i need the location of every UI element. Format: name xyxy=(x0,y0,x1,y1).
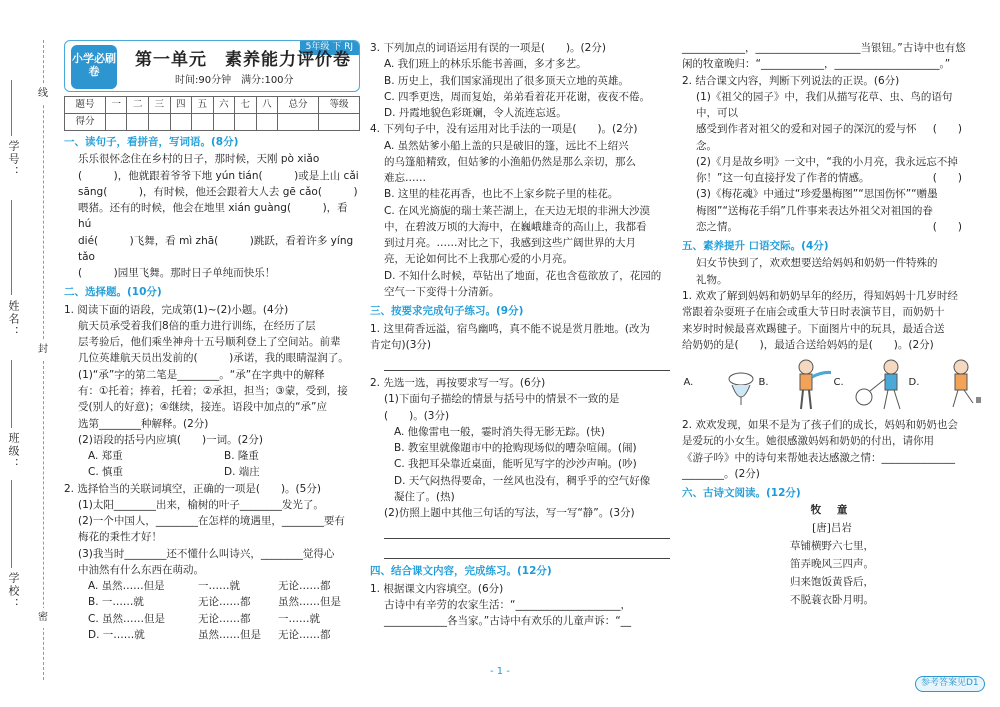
question-2-2[interactable]: 2. 选择恰当的关联词填空，正确的一项是( )。(5分) xyxy=(64,482,321,495)
section-1-passage[interactable] xyxy=(64,151,360,281)
score-header-cell: 总分 xyxy=(278,97,319,114)
option-item: D. 端庄 xyxy=(224,466,260,479)
column-1 xyxy=(64,40,360,643)
score-cell[interactable] xyxy=(170,114,192,131)
score-header-cell: 一 xyxy=(105,97,127,114)
figure-label: B. xyxy=(758,377,769,389)
option-part: 一……就 xyxy=(198,580,240,593)
options-3-2-1[interactable] xyxy=(370,424,670,505)
judgement-line xyxy=(696,121,982,154)
page-title: 第一单元 素养能力评价卷 xyxy=(135,50,351,70)
score-header-cell: 七 xyxy=(235,97,257,114)
label-name: 姓名： xyxy=(7,300,20,339)
passage-line: 喂猪。还有的时候，他会在地里 xián guàng( )，看 hú xyxy=(78,202,348,231)
judgement-text: 感受到作者对祖父的爱和对园子的深沉的爱与怀念。 xyxy=(696,123,917,152)
judgement-text: (2)《月是故乡明》一文中，“我的小月亮，我永远忘不掉 xyxy=(696,155,958,168)
option-item: D. 丹霞地貌色彩斑斓，令人流连忘返。 xyxy=(384,107,567,120)
question-3-2: 2. 先选一选，再按要求写一写。(6分) xyxy=(370,377,546,390)
judgement-bracket[interactable]: ( ) xyxy=(932,220,962,233)
exam-meta: 时间:90分钟 满分:100分 xyxy=(175,75,294,86)
question-line: 选第________种解释。(2分) xyxy=(78,417,209,430)
question-line: (1)下面句子描绘的情景与括号中的情景不一致的是 xyxy=(384,393,620,406)
poem-fill-blanks[interactable] xyxy=(370,597,670,630)
passage-line: 航天员承受着我们8倍的重力进行训练，在经历了层 xyxy=(78,319,316,332)
question-5-1[interactable] xyxy=(682,288,982,353)
question-line: 常跟着杂耍班子在庙会或重大节日时表演节目，而奶奶十 xyxy=(682,306,945,319)
option-item: A. 郑重 xyxy=(88,450,123,463)
score-input-row[interactable] xyxy=(65,114,360,131)
judgement-bracket[interactable] xyxy=(962,203,982,219)
section-4-title: 四、结合课文内容，完成练习。(12分) xyxy=(370,565,552,578)
score-header-cell: 八 xyxy=(256,97,278,114)
question-2-1-2[interactable]: (2)语段的括号内应填( )一词。(2分) xyxy=(78,433,263,446)
question-2-3[interactable]: 3. 下列加点的词语运用有误的一项是( )。(2分) xyxy=(370,42,606,54)
passage-line: 乐乐很怀念住在乡村的日子，那时候，天刚 pò xiǎo xyxy=(78,153,320,166)
option-line: 空气一下变得十分清新。 xyxy=(384,285,500,298)
option-line: 凝住了。(热) xyxy=(394,490,455,503)
question-line: ________。(2分) xyxy=(682,467,760,480)
question-line: 是爱玩的小女生。她很感激妈妈和奶奶的付出，请你用 xyxy=(682,435,934,448)
grade-badge: 5年级 下 RJ xyxy=(300,41,359,55)
question-line: 来岁时时候最喜欢踢毽子。下面图片中的玩具，最适合送 xyxy=(682,322,945,335)
binding-margin xyxy=(0,0,58,707)
judgement-text: 你！”这一句直接抒发了作者的情感。 xyxy=(696,172,870,185)
toy-illustration-icon xyxy=(921,357,981,418)
judgement-text: 恋之情。 xyxy=(696,220,738,233)
question-4-1: 1. 根据课文内容填空。(6分) xyxy=(370,582,504,595)
line-school[interactable] xyxy=(11,480,12,568)
blank-line: 梅花的秉性才好！ xyxy=(78,531,162,544)
option-row[interactable] xyxy=(64,578,360,594)
score-cell[interactable] xyxy=(256,114,278,131)
question-line: 1. 欢欢了解到妈妈和奶奶早年的经历，得知妈妈十几岁时经 xyxy=(682,289,958,302)
mark-seal: 封 xyxy=(38,340,48,360)
poem-line: 不脱蓑衣卧月明。 xyxy=(790,593,874,606)
figure-label: C. xyxy=(833,377,844,389)
column-3 xyxy=(682,40,982,609)
blank-line: 闲的牧童晚归：“____________，____________________。” xyxy=(682,58,951,71)
score-cell[interactable] xyxy=(235,114,257,131)
reading-passage xyxy=(64,318,360,367)
score-header-cell: 等级 xyxy=(319,97,360,114)
score-row-label: 得分 xyxy=(65,114,106,131)
answer-line-3-2-2a[interactable] xyxy=(384,523,670,539)
blank-line: ____________各当家。”古诗中有欢乐的儿童声诉：“__ xyxy=(384,615,632,628)
mark-line: 线 xyxy=(38,84,48,104)
option-line: A. 他像雷电一般，霎时消失得无影无踪。(快) xyxy=(394,425,605,438)
mark-secret: 密 xyxy=(38,608,48,628)
option-part: 无论……都 xyxy=(278,580,331,593)
label-school: 学校： xyxy=(7,572,20,611)
question-2-4[interactable]: 4. 下列句子中，没有运用对比手法的一项是( )。(2分) xyxy=(370,123,638,136)
blank-line: ____________，____________________当银钮。”古诗中也有悠 xyxy=(682,42,966,54)
judgement-line xyxy=(696,154,982,170)
toy-figure xyxy=(759,357,831,413)
poem xyxy=(682,502,982,609)
question-line: 肯定句)(3分) xyxy=(370,338,431,351)
score-header-cell: 三 xyxy=(148,97,170,114)
passage-line: 层考验后，他们乘坐神舟十五号顺利登上了空间站。前辈 xyxy=(78,336,341,349)
option-part: B. 一……就 xyxy=(88,596,144,609)
toy-figure xyxy=(909,357,981,413)
score-cell[interactable] xyxy=(192,114,214,131)
passage-line: 几位英雄航天员出发前的( )承诺，我的眼睛湿润了。 xyxy=(78,352,349,365)
options-2-4[interactable] xyxy=(370,138,670,301)
poem-author: [唐]吕岩 xyxy=(812,522,852,535)
poem-title: 牧 童 xyxy=(810,504,854,517)
poem-line: 笛弄晚风三四声。 xyxy=(790,557,874,570)
section-2-title: 二、选择题。(10分) xyxy=(64,286,162,299)
poem-lines xyxy=(682,538,982,609)
judgement-bracket[interactable]: ( ) xyxy=(932,172,962,185)
passage-line: ( )，他就跟着爷爷下地 yún tián( )或是上山 cǎi xyxy=(78,169,359,182)
option-line: A. 虽然姑爹小船上盖的只是破旧的篷，远比不上绍兴 xyxy=(384,139,629,152)
blank-line: (2)一个中国人，________在怎样的境遇里，________要有 xyxy=(78,515,345,528)
option-item: B. 隆重 xyxy=(224,450,259,463)
option-row[interactable] xyxy=(64,627,360,643)
blank-line: 古诗中有辛劳的农家生活：“____________________， xyxy=(384,598,631,611)
blank-line: 中油然有什么东西在萌动。 xyxy=(78,563,204,576)
option-part: 无论……都 xyxy=(198,596,251,609)
question-2-1-1[interactable] xyxy=(64,367,360,432)
question-line: 1. 这里荷香远溢，宿鸟幽鸣，真不能不说是赏月胜地。(改为 xyxy=(370,322,650,335)
figure-label: D. xyxy=(908,377,920,389)
score-cell[interactable] xyxy=(105,114,127,131)
passage-line: ( )园里飞舞。那时日子单纯而快乐！ xyxy=(78,267,276,280)
exam-header xyxy=(64,40,360,92)
judgement-bracket[interactable] xyxy=(962,186,982,202)
option-line: B. 这里的桂花再香，也比不上家乡院子里的桂花。 xyxy=(384,188,619,201)
judgement-line xyxy=(696,186,982,202)
option-row[interactable] xyxy=(64,594,360,610)
score-header-cell: 五 xyxy=(192,97,214,114)
judgement-bracket[interactable] xyxy=(962,89,982,122)
poem-line: 归来饱饭黄昏后， xyxy=(790,575,874,588)
section-6-title: 六、古诗文阅读。(12分) xyxy=(682,487,801,500)
score-table xyxy=(64,96,360,131)
question-3-2-2: (2)仿照上题中其他三句话的写法，写一写“静”。(3分) xyxy=(384,507,635,520)
option-part: 无论……都 xyxy=(278,628,331,641)
judgement-line xyxy=(696,89,982,122)
line-name[interactable] xyxy=(11,200,12,295)
option-line: C. 在风光旖旎的瑞士莱芒湖上，在天边无垠的非洲大沙漠 xyxy=(384,204,651,217)
question-line: 有：①托着；捧着，托着；②承担，担当；③蒙，受到，接 xyxy=(78,384,348,397)
score-cell[interactable] xyxy=(148,114,170,131)
question-4-2: 2. 结合课文内容，判断下列说法的正误。(6分) xyxy=(682,74,900,87)
column-2 xyxy=(370,40,670,630)
line-class[interactable] xyxy=(11,360,12,428)
score-header-cell: 二 xyxy=(127,97,149,114)
toy-figure xyxy=(684,357,756,413)
line-student-no[interactable] xyxy=(11,80,12,136)
options-2-3[interactable] xyxy=(370,56,670,121)
true-false-items[interactable] xyxy=(682,89,982,235)
option-part: D. 一……就 xyxy=(88,628,145,641)
brand-logo: 小学必刷卷 xyxy=(71,45,117,89)
options-2-2[interactable] xyxy=(64,578,360,643)
answer-line-3-2-2b[interactable] xyxy=(384,543,670,559)
option-line: D. 天气闷热得要命，一丝风也没有，稠乎乎的空气好像 xyxy=(394,474,651,487)
question-line: 给奶奶的是( )，最适合送给妈妈的是( )。(2分) xyxy=(682,338,934,351)
judgement-line xyxy=(696,203,982,219)
score-header-cell: 四 xyxy=(170,97,192,114)
figure-label: A. xyxy=(683,377,694,389)
question-2-2-blanks[interactable] xyxy=(64,497,360,578)
option-line: B. 教室里就像題市中的抢购现场似的嘈杂喧闹。(闹) xyxy=(394,442,637,455)
option-item: B. 历史上，我们国家涌现出了很多顶天立地的英雄。 xyxy=(384,74,629,87)
section-5-intro xyxy=(682,255,982,288)
option-line: D. 不知什么时候，草钻出了地面，花也含苞欲放了，花园的 xyxy=(384,269,662,282)
judgement-text: 梅图”“送梅花手绢”几件事来表达外祖父对祖国的眷 xyxy=(696,204,933,217)
judgement-text: (1)《祖父的园子》中，我们从描写花草、虫、鸟的语句中，可以 xyxy=(696,90,953,120)
blank-line: (3)我当时________还不懂什么叫诗兴，________觉得心 xyxy=(78,547,335,560)
section-1-title: 一、读句子，看拼音，写词语。(8分) xyxy=(64,136,239,148)
score-cell[interactable] xyxy=(213,114,235,131)
label-class: 班级： xyxy=(7,432,20,471)
cut-line xyxy=(43,40,44,680)
question-line: 《游子吟》中的诗句来帮她表达感激之情：______________ xyxy=(682,451,955,464)
question-line: 受(别人的好意)；④继续，接连。语段中加点的“承”应 xyxy=(78,401,327,414)
section-5-title: 五、素养提升 口语交际。(4分) xyxy=(682,240,829,253)
option-part: 一……就 xyxy=(278,612,320,625)
poem-line: 草铺横野六七里， xyxy=(790,540,874,553)
judgement-text: (3)《梅花魂》中通过“珍爱墨梅图”“思国伤怀”“赠墨 xyxy=(696,188,938,201)
section-3-title: 三、按要求完成句子练习。(9分) xyxy=(370,305,524,318)
score-header-row xyxy=(65,97,360,114)
option-row[interactable] xyxy=(64,611,360,627)
question-line: ( )。(3分) xyxy=(384,409,450,422)
option-part: 虽然……但是 xyxy=(278,596,341,609)
score-cell[interactable] xyxy=(127,114,149,131)
answer-key-tag[interactable]: 参考答案见D1 xyxy=(915,676,985,692)
judgement-bracket[interactable]: ( ) xyxy=(932,123,962,136)
score-header-cell: 六 xyxy=(213,97,235,114)
toy-images xyxy=(682,357,982,413)
option-item: C. 四季更迭，周而复始，弟弟看着花开花谢，夜夜不倦。 xyxy=(384,90,651,103)
toy-illustration-icon xyxy=(696,357,756,418)
passage-line: sāng( )，有时候，他还会跟着大人去 gē cǎo( ) xyxy=(78,185,358,198)
toy-illustration-icon xyxy=(846,357,906,418)
option-line: 到过月亮。……对比之下，我感到这些广阔世界的大月 xyxy=(384,237,636,250)
label-student-no: 学号： xyxy=(7,140,20,179)
question-line: 2. 欢欢发现，如果不是为了孩子们的成长，妈妈和奶奶也会 xyxy=(682,419,958,432)
answer-line-3-1[interactable] xyxy=(384,355,670,371)
options-2-1-2[interactable] xyxy=(64,448,360,481)
question-3-2-1[interactable] xyxy=(370,391,670,424)
question-3-1 xyxy=(370,321,670,354)
option-part: 无论……都 xyxy=(198,612,251,625)
option-line: 难忘…… xyxy=(384,172,426,185)
score-cell[interactable] xyxy=(319,114,360,131)
passage-line: dié( )飞舞，看 mì zhā( )跳跃，看着许多 yíng tǎo xyxy=(78,234,354,263)
option-item: A. 我们班上的林乐乐能书善画，多才多艺。 xyxy=(384,58,587,71)
judgement-line xyxy=(696,170,982,186)
option-part: 虽然……但是 xyxy=(198,628,261,641)
question-2-1: 1. 阅读下面的语段，完成第(1)~(2)小题。(4分) xyxy=(64,303,289,316)
score-header-cell: 题号 xyxy=(65,97,106,114)
option-part: A. 虽然……但是 xyxy=(88,580,165,593)
option-line: C. 我把耳朵靠近桌面，能听见写字的沙沙声响。(吵) xyxy=(394,458,637,471)
judgement-bracket[interactable] xyxy=(962,154,982,170)
intro-line: 妇女节快到了，欢欢想要送给妈妈和奶奶一件特殊的 xyxy=(696,257,938,270)
toy-illustration-icon xyxy=(771,357,831,418)
blank-line: (1)太阳________出来，榆树的叶子________发光了。 xyxy=(78,498,324,511)
option-line: 中，在碧波万顷的大海中，在巍峨雄奇的高山上，我都看 xyxy=(384,220,647,233)
intro-line: 礼物。 xyxy=(696,273,728,286)
judgement-line xyxy=(696,219,982,235)
option-line: 亮，无论如何比不上我那心爱的小月亮。 xyxy=(384,253,573,266)
score-cell[interactable] xyxy=(278,114,319,131)
poem-fill-continued[interactable] xyxy=(682,40,982,73)
question-5-2[interactable] xyxy=(682,417,982,482)
question-line: (1)“承”字的第二笔是________。“承”在字典中的解释 xyxy=(78,368,325,381)
option-item: C. 慎重 xyxy=(88,466,124,479)
option-part: C. 虽然……但是 xyxy=(88,612,166,625)
page-number: - 1 - xyxy=(490,666,510,677)
toy-figure xyxy=(834,357,906,413)
option-line: 的乌篷船精致，但姑爹的小渔船仍然是那么亲切，那么 xyxy=(384,155,636,168)
